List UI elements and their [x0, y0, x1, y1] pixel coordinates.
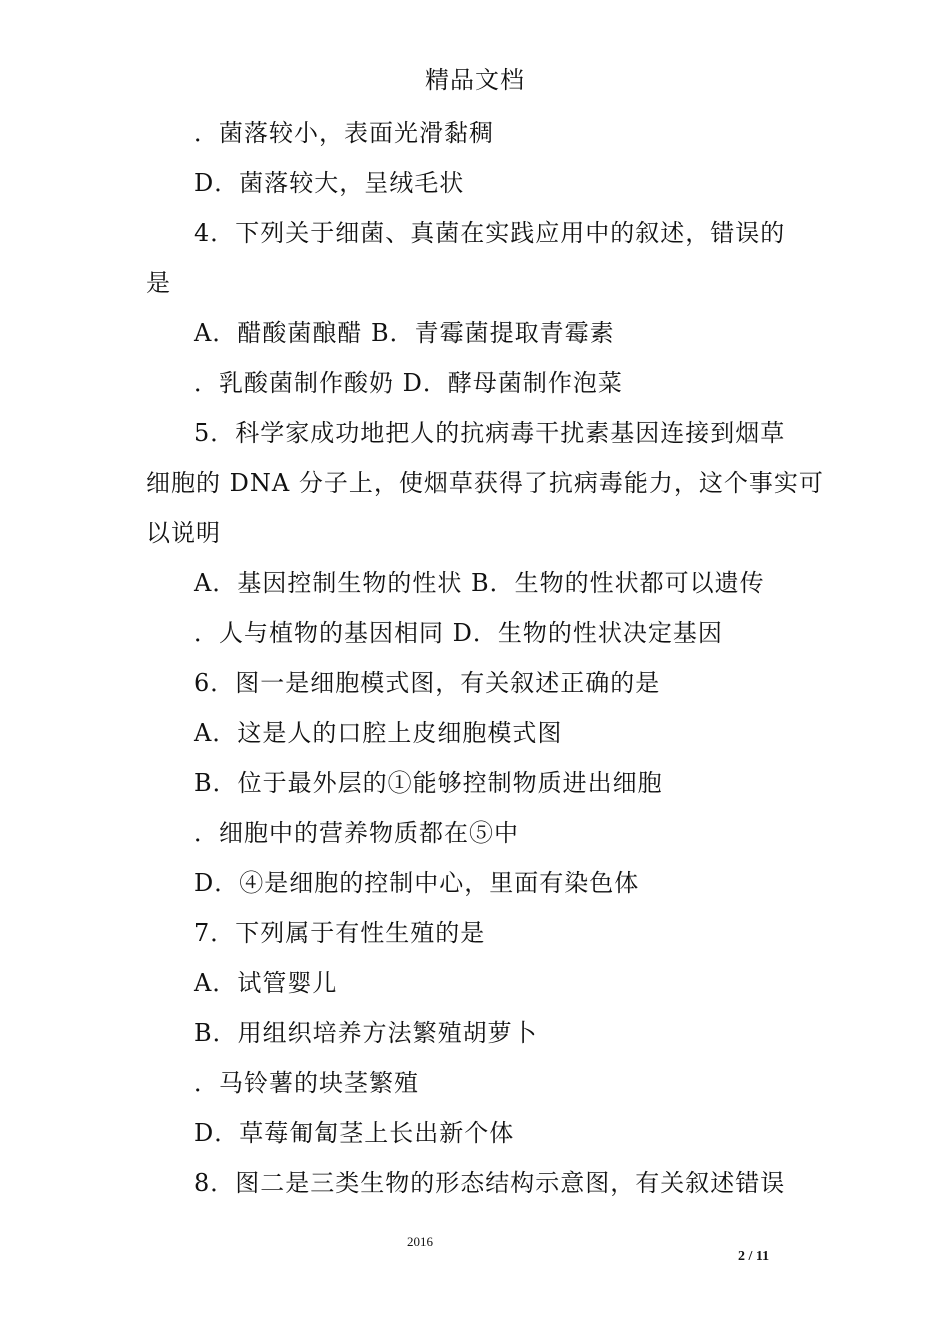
text-line: B．用组织培养方法繁殖胡萝卜	[194, 1019, 538, 1047]
page-header-title: 精品文档	[425, 66, 525, 94]
text-line: ．马铃薯的块茎繁殖	[194, 1069, 419, 1097]
text-line: 8．图二是三类生物的形态结构示意图，有关叙述错误	[194, 1169, 786, 1197]
text-line: D．④是细胞的控制中心，里面有染色体	[194, 869, 640, 897]
text-line: ．人与植物的基因相同 D．生物的性状决定基因	[194, 619, 723, 647]
text-line: 4．下列关于细菌、真菌在实践应用中的叙述，错误的	[194, 219, 786, 247]
footer-page-number: 2 / 11	[738, 1249, 770, 1264]
text-line: ．细胞中的营养物质都在⑤中	[194, 819, 519, 847]
text-line: 是	[146, 269, 171, 297]
text-line: 5．科学家成功地把人的抗病毒干扰素基因连接到烟草	[194, 419, 786, 447]
text-line: 7．下列属于有性生殖的是	[194, 919, 486, 947]
text-line: 6．图一是细胞模式图，有关叙述正确的是	[194, 669, 661, 697]
text-line: D．草莓匍匐茎上长出新个体	[194, 1119, 515, 1147]
text-line: 以说明	[146, 519, 221, 547]
footer-year: 2016	[407, 1234, 433, 1249]
text-line: B．位于最外层的①能够控制物质进出细胞	[194, 769, 663, 797]
text-line: 细胞的 DNA 分子上，使烟草获得了抗病毒能力，这个事实可	[146, 469, 824, 497]
text-line: D．菌落较大，呈绒毛状	[194, 169, 465, 197]
text-line: A．醋酸菌酿醋 B．青霉菌提取青霉素	[194, 319, 615, 347]
text-line: A．试管婴儿	[194, 969, 338, 997]
document-body	[146, 108, 826, 1208]
text-line: A．基因控制生物的性状 B．生物的性状都可以遗传	[194, 569, 765, 597]
text-line: ．菌落较小，表面光滑黏稠	[194, 119, 494, 147]
text-line: A．这是人的口腔上皮细胞模式图	[194, 719, 563, 747]
text-line: ．乳酸菌制作酸奶 D．酵母菌制作泡菜	[194, 369, 623, 397]
